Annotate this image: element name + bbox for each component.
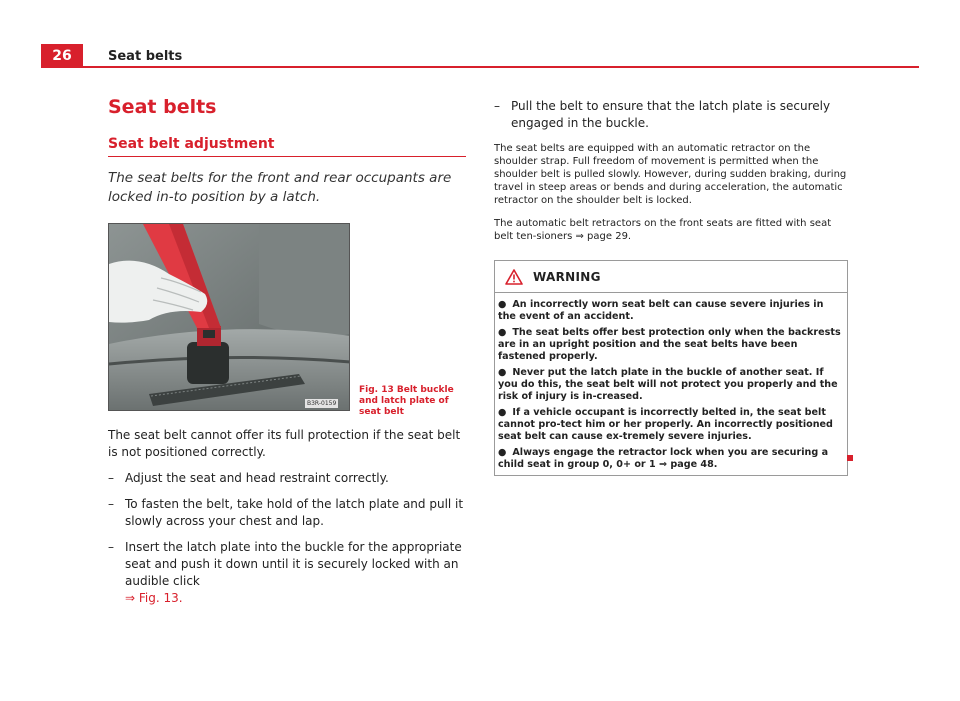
warning-box	[494, 260, 848, 476]
page-number: 26	[41, 44, 83, 68]
dash-bullet: –	[108, 471, 114, 485]
page-title: Seat belts	[108, 96, 217, 118]
step-text: Insert the latch plate into the buckle for the appropriate seat and push it down until it is securely locked with an audible click	[125, 540, 462, 588]
warning-header	[495, 261, 847, 293]
body-text: The seat belt cannot offer its full protection if the seat belt is not positioned correctly.	[108, 428, 461, 459]
header-divider	[83, 66, 919, 68]
page-29-link[interactable]: ⇒ page 29.	[575, 231, 632, 242]
bullet-icon: ●	[498, 299, 507, 310]
list-item	[108, 470, 466, 487]
bullet-icon: ●	[498, 407, 507, 418]
bullet-icon: ●	[498, 327, 507, 338]
belt-buckle-image	[109, 224, 350, 411]
header-title: Seat belts	[108, 49, 183, 64]
section-end-marker	[847, 455, 853, 461]
list-item	[108, 539, 466, 607]
warning-item	[498, 327, 841, 363]
left-column	[108, 96, 466, 607]
tensioner-text: The automatic belt retractors on the front seats are fitted with seat belt ten-sioners	[494, 218, 832, 242]
dash-bullet: –	[108, 540, 114, 554]
bullet-icon: ●	[498, 367, 507, 378]
list-item	[108, 496, 466, 530]
warning-item-text: The seat belts offer best protection only when the backrests are in an upright position and the seat belts have been fastened properly.	[498, 327, 841, 362]
warning-triangle-icon	[505, 269, 523, 285]
retractor-paragraph: The seat belts are equipped with an automatic retractor on the shoulder strap. Full freedom of movement is permitted when the shoulder belt is pulled slowly. However, during sudden braking, during travel in steep areas or bends and during acceleration, the automatic retractor on the shoulder belt is locked.	[494, 143, 847, 206]
step-text: Pull the belt to ensure that the latch plate is securely engaged in the buckle.	[511, 99, 831, 130]
warning-item-text: Always engage the retractor lock when you are securing a child seat in group 0, 0+ or 1 ⇒ page 48.	[498, 447, 829, 470]
warning-item	[498, 299, 841, 323]
list-item	[494, 98, 850, 132]
step-text: To fasten the belt, take hold of the latch plate and pull it slowly across your chest and lap.	[125, 497, 464, 528]
warning-item	[498, 367, 841, 403]
warning-label: WARNING	[533, 269, 601, 284]
dash-bullet: –	[108, 497, 114, 511]
figure-caption: Fig. 13 Belt buckle and latch plate of seat belt	[359, 385, 454, 417]
figure-13-link[interactable]: ⇒ Fig. 13.	[125, 591, 183, 605]
bullet-icon: ●	[498, 447, 507, 458]
right-column	[494, 98, 850, 476]
warning-item	[498, 407, 841, 443]
warning-item	[498, 447, 841, 471]
belt-buckle-illustration	[108, 223, 350, 411]
warning-item-text: If a vehicle occupant is incorrectly belted in, the seat belt cannot pro-tect him or her properly. An incorrectly positioned seat belt can cause ex-tremely severe injuries.	[498, 407, 833, 442]
warning-body	[495, 293, 847, 475]
section-title: Seat belt adjustment	[108, 136, 466, 157]
warning-item-text: Never put the latch plate in the buckle of another seat. If you do this, the seat belt will not protect you properly and the risk of injury is in-creased.	[498, 367, 838, 402]
dash-bullet: –	[494, 99, 500, 113]
figure-code: B3R-0159	[307, 400, 337, 407]
intro-text: The seat belts for the front and rear occupants are locked in-to position by a latch.	[108, 170, 452, 205]
step-text: Adjust the seat and head restraint correctly.	[125, 471, 389, 485]
warning-item-text: An incorrectly worn seat belt can cause severe injuries in the event of an accident.	[498, 299, 824, 322]
figure-13	[108, 223, 466, 417]
tensioner-paragraph	[494, 217, 850, 243]
